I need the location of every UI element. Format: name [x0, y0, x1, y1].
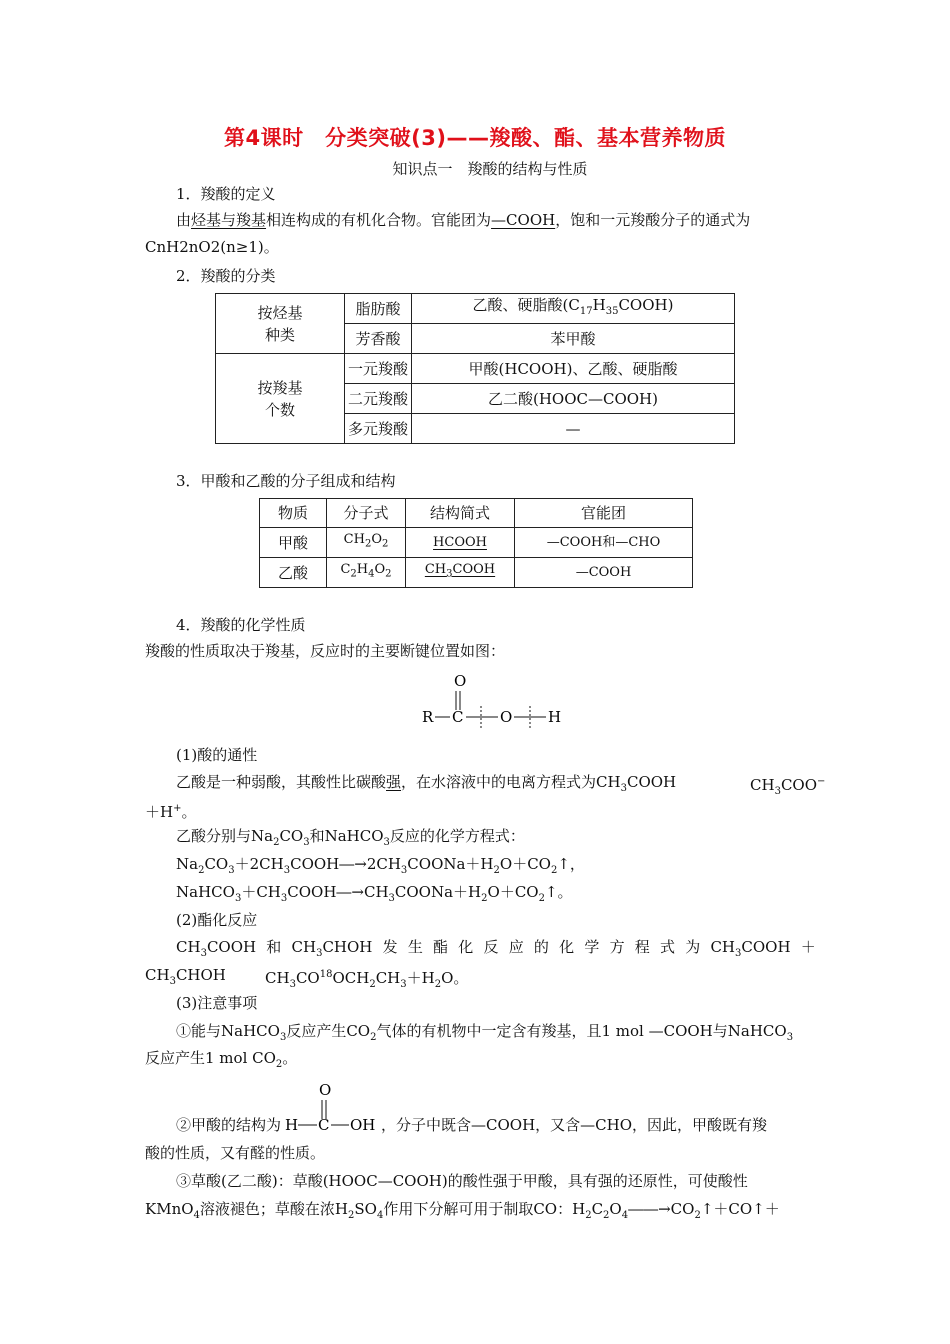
- lesson-title: 第4课时 分类突破(3)——羧酸、酯、基本营养物质: [224, 126, 726, 150]
- section-3-heading: 3．甲酸和乙酸的分子组成和结构: [176, 472, 396, 490]
- table-cell: 多元羧酸: [345, 414, 412, 444]
- note-3-line-1: ③草酸(乙二酸)：草酸(HOOC—COOH)的酸性强于甲酸，具有强的还原性，可使酸性: [176, 1172, 748, 1190]
- note-1-line-2: 反应产生1 mol $CO_2$。: [145, 1049, 298, 1070]
- table-cell: 一元羧酸: [345, 354, 412, 384]
- table-cell: 乙酸: [260, 558, 327, 588]
- table-header: 结构简式: [406, 499, 515, 528]
- general-formula: CnH2nO2(n≥1)。: [145, 238, 279, 256]
- table-header: 分子式: [327, 499, 406, 528]
- table-cell: —COOH和—CHO: [515, 528, 693, 558]
- section-1-heading: 1．羧酸的定义: [176, 185, 276, 203]
- atom-label: C: [452, 708, 464, 726]
- table-cell: —COOH: [515, 558, 693, 588]
- blank-functional-group: —COOH: [491, 211, 556, 229]
- atom-label: O: [500, 708, 513, 726]
- esterification-line-2: $CH_3CHOH$ $CH_3CO^{18}OCH_2CH_3+H_2O$。: [145, 966, 469, 990]
- table-header: 官能团: [515, 499, 693, 528]
- section-4-heading: 4．羧酸的化学性质: [176, 616, 306, 634]
- atom-label: H: [548, 708, 562, 726]
- classification-table: [215, 293, 735, 444]
- definition-paragraph: 由烃基与羧基相连构成的有机化合物。官能团为—COOH，饱和一元羧酸分子的通式为: [176, 211, 751, 229]
- table-cell: 芳香酸: [345, 324, 412, 354]
- esterification-line-1: $CH_3COOH$ 和 $CH_3CHOH$ 发 生 酯 化 反 应 的 化 学 方 程 式 为 $CH_3COOH$ ＋: [176, 938, 816, 959]
- note-3-line-2: KMnO$_4$溶液褪色；草酸在浓$H_2SO_4$作用下分解可用于制取CO：$H_2C_2O_4――\to CO_2↑+CO↑+$: [145, 1200, 780, 1221]
- table-cell: 脂肪酸: [345, 294, 412, 324]
- table-cell: 二元羧酸: [345, 384, 412, 414]
- group-by-carboxyl: 按羧基 个数: [216, 354, 345, 444]
- note-1-line-1: ①能与NaHCO$_3$反应产生$CO_2$气体的有机物中一定含有羧基，且1 mol —COOH与NaHCO$_3$: [176, 1022, 794, 1043]
- atom-label: C: [318, 1116, 330, 1134]
- reaction-intro: 乙酸分别与$Na_2CO_3$和NaHCO$_3$反应的化学方程式：: [176, 827, 525, 848]
- equation-2: $NaHCO_3+CH_3COOH―\to CH_3COONa+H_2O+CO_2↑$。: [176, 883, 573, 904]
- note-2-line-2: 酸的性质，又有醛的性质。: [145, 1144, 326, 1162]
- carboxyl-bond-diagram: [410, 668, 580, 730]
- table-cell: $C_2H_4O_2$: [327, 558, 406, 588]
- table-cell: 苯甲酸: [412, 324, 735, 354]
- blank-stronger: 强: [386, 773, 402, 791]
- table-cell: $CH_3COOH$: [406, 558, 515, 588]
- section-2-heading: 2．羧酸的分类: [176, 267, 276, 285]
- acidity-paragraph-end: ＋H+。: [145, 803, 197, 821]
- group-by-hydrocarbon: 按烃基 种类: [216, 294, 345, 354]
- note-2-line-1: ②甲酸的结构为 O H C OH ，分子中既含—COOH，又含—CHO，因此，甲酸既有羧: [176, 1081, 768, 1134]
- atom-label: OH: [350, 1116, 376, 1134]
- atom-label: O: [319, 1081, 332, 1099]
- knowledge-point-heading: 知识点一 羧酸的结构与性质: [392, 160, 588, 178]
- table-header: 物质: [260, 499, 327, 528]
- equation-1: $Na_2CO_3+2CH_3COOH―\to 2CH_3COONa+H_2O+CO_2↑$，: [176, 855, 585, 876]
- formic-acetic-table: [259, 498, 693, 588]
- table-cell: 甲酸(HCOOH)、乙酸、硬脂酸: [412, 354, 735, 384]
- table-cell: 乙酸、硬脂酸$(C_{17}H_{35}COOH)$: [412, 294, 735, 324]
- subheading-acidity: (1)酸的通性: [176, 746, 258, 764]
- formic-acid-structure: [283, 1081, 379, 1135]
- table-cell: HCOOH: [406, 528, 515, 558]
- table-cell: $CH_2O_2$: [327, 528, 406, 558]
- table-cell: —: [412, 414, 735, 444]
- subheading-esterification: (2)酯化反应: [176, 911, 258, 929]
- acidity-paragraph: 乙酸是一种弱酸，其酸性比碳酸强，在水溶液中的电离方程式为$CH_3COOH$ $CH_3COO^-$: [176, 773, 826, 797]
- section-4-intro: 羧酸的性质取决于羧基，反应时的主要断键位置如图：: [145, 642, 506, 660]
- atom-label: O: [454, 672, 467, 690]
- atom-label: R: [422, 708, 434, 726]
- blank-hydrocarbon-carboxyl: 烃基与羧基: [191, 211, 267, 229]
- subheading-notes: (3)注意事项: [176, 994, 258, 1012]
- table-cell: 乙二酸(HOOC—COOH): [412, 384, 735, 414]
- atom-label: H: [285, 1116, 299, 1134]
- table-cell: 甲酸: [260, 528, 327, 558]
